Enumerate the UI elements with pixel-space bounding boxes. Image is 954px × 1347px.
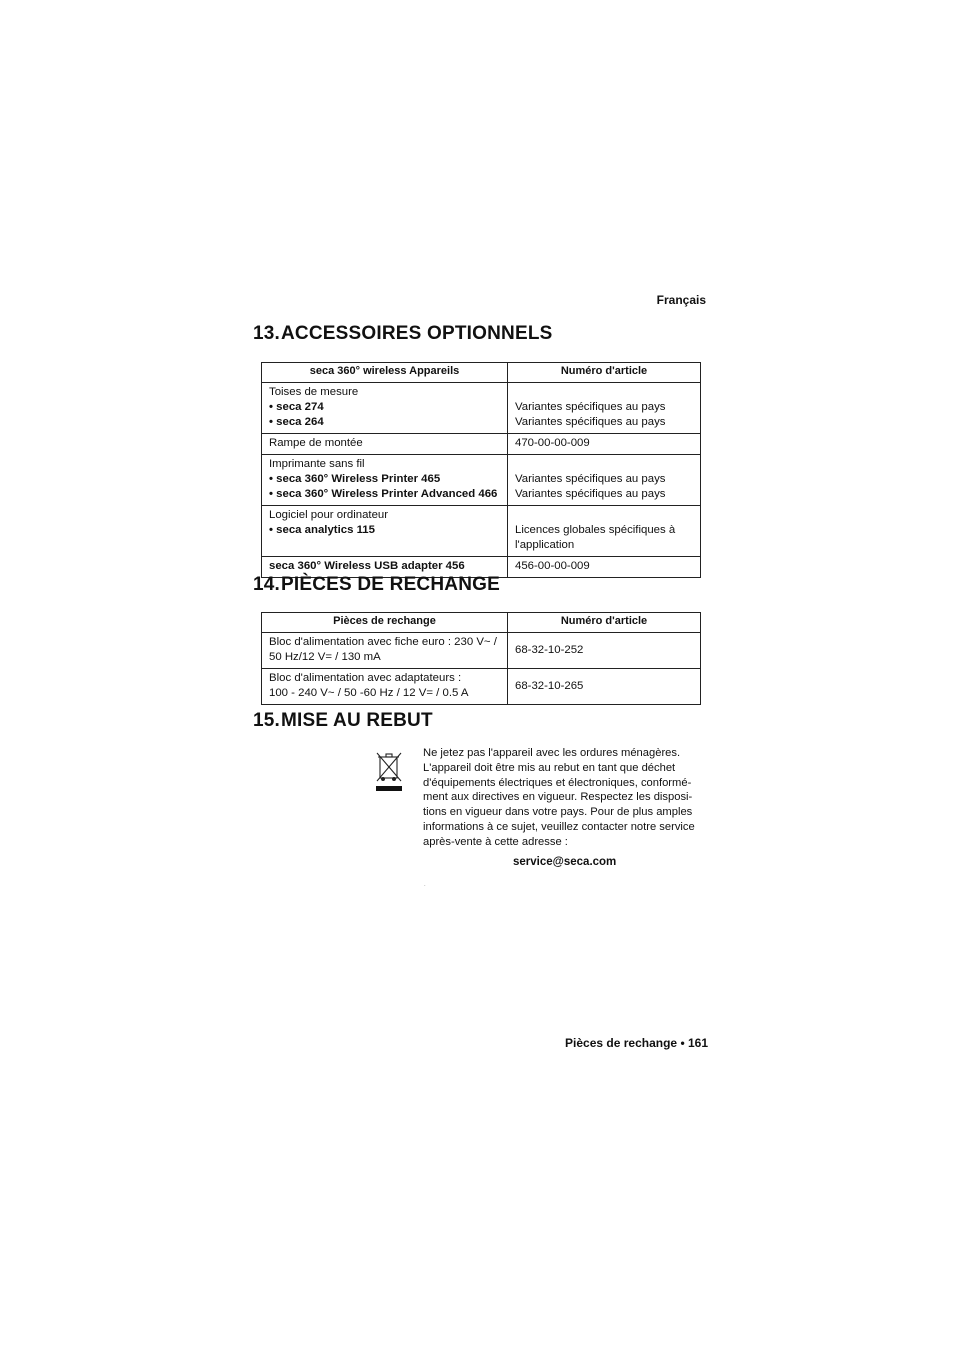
table-row bbox=[262, 669, 701, 705]
column-header: Pièces de rechange bbox=[262, 613, 508, 633]
page-footer: Pièces de rechange • 161 bbox=[565, 1036, 708, 1050]
table-cell bbox=[262, 669, 508, 705]
group-label: Toises de mesure bbox=[269, 386, 359, 398]
table-row bbox=[262, 434, 701, 455]
part-description: Bloc d'alimentation avec fiche euro : 230 V~ / bbox=[269, 636, 497, 648]
table-cell bbox=[262, 434, 508, 455]
language-label: Français bbox=[656, 293, 706, 307]
table-cell bbox=[262, 506, 508, 557]
table-header-row bbox=[262, 613, 701, 633]
list-item: • seca 274 bbox=[269, 401, 324, 413]
article-number: 68-32-10-265 bbox=[515, 679, 584, 692]
column-header: seca 360° wireless Appareils bbox=[262, 363, 508, 383]
part-description: 50 Hz/12 V= / 130 mA bbox=[269, 651, 381, 663]
text-line: tions en vigueur dans votre pays. Pour de plus amples bbox=[423, 806, 693, 819]
disposal-paragraph bbox=[423, 746, 713, 850]
table-cell bbox=[508, 434, 701, 455]
table-row bbox=[262, 633, 701, 669]
part-description: Bloc d'alimentation avec adaptateurs : bbox=[269, 672, 462, 684]
column-header: Numéro d'article bbox=[508, 363, 701, 383]
text-line: L'appareil doit être mis au rebut en tant que déchet bbox=[423, 761, 676, 774]
table-cell bbox=[262, 383, 508, 434]
text-line: ment aux directives en vigueur. Respectez les disposi- bbox=[423, 791, 693, 804]
article-number: Variantes spécifiques au pays bbox=[515, 488, 666, 500]
article-number: Variantes spécifiques au pays bbox=[515, 473, 666, 485]
section-14-heading bbox=[253, 574, 500, 596]
text-line: d'équipements électriques et électroniques, conformé- bbox=[423, 776, 692, 789]
column-header: Numéro d'article bbox=[508, 613, 701, 633]
section-title: MISE AU REBUT bbox=[281, 710, 433, 731]
stray-dot: . bbox=[424, 882, 426, 888]
group-label: Rampe de montée bbox=[269, 437, 363, 449]
section-15-heading bbox=[253, 710, 433, 732]
text-line: après-vente à cette adresse : bbox=[423, 835, 568, 848]
article-number: 456-00-00-009 bbox=[515, 560, 590, 572]
list-item: • seca 360° Wireless Printer 465 bbox=[269, 473, 441, 485]
section-number: 15. bbox=[253, 710, 281, 731]
table-header-row bbox=[262, 363, 701, 383]
table-cell bbox=[508, 557, 701, 578]
article-number: l'application bbox=[515, 539, 575, 551]
section-title: ACCESSOIRES OPTIONNELS bbox=[281, 323, 553, 344]
list-item: • seca 264 bbox=[269, 416, 324, 428]
service-email: service@seca.com bbox=[513, 856, 617, 868]
table-row bbox=[262, 506, 701, 557]
section-13-heading bbox=[253, 323, 553, 345]
section-number: 13. bbox=[253, 323, 281, 344]
text-line: informations à ce sujet, veuillez contacter notre service bbox=[423, 820, 695, 833]
group-label: Imprimante sans fil bbox=[269, 458, 365, 470]
table-row bbox=[262, 455, 701, 506]
table-cell bbox=[508, 383, 701, 434]
section-title: PIÈCES DE RECHANGE bbox=[281, 574, 500, 595]
item-name: seca 360° Wireless USB adapter 456 bbox=[269, 560, 465, 572]
part-description: 100 - 240 V~ / 50 -60 Hz / 12 V= / 0.5 A bbox=[269, 687, 469, 699]
text-line: Ne jetez pas l'appareil avec les ordures ménagères. bbox=[423, 747, 681, 759]
table-cell bbox=[262, 455, 508, 506]
article-number: 68-32-10-252 bbox=[515, 643, 584, 656]
table-cell bbox=[508, 669, 701, 705]
table-row bbox=[262, 383, 701, 434]
weee-crossed-bin-icon bbox=[373, 750, 405, 799]
group-label: Logiciel pour ordinateur bbox=[269, 509, 389, 521]
table-cell bbox=[508, 633, 701, 669]
accessories-table bbox=[261, 362, 701, 578]
list-item: • seca analytics 115 bbox=[269, 524, 375, 536]
table-cell bbox=[508, 455, 701, 506]
table-cell bbox=[508, 506, 701, 557]
list-item: • seca 360° Wireless Printer Advanced 466 bbox=[269, 488, 498, 500]
article-number: Licences globales spécifiques à bbox=[515, 524, 676, 536]
section-number: 14. bbox=[253, 574, 281, 595]
table-cell bbox=[262, 633, 508, 669]
article-number: Variantes spécifiques au pays bbox=[515, 416, 666, 428]
spare-parts-table bbox=[261, 612, 701, 705]
article-number: 470-00-00-009 bbox=[515, 437, 590, 449]
article-number: Variantes spécifiques au pays bbox=[515, 401, 666, 413]
